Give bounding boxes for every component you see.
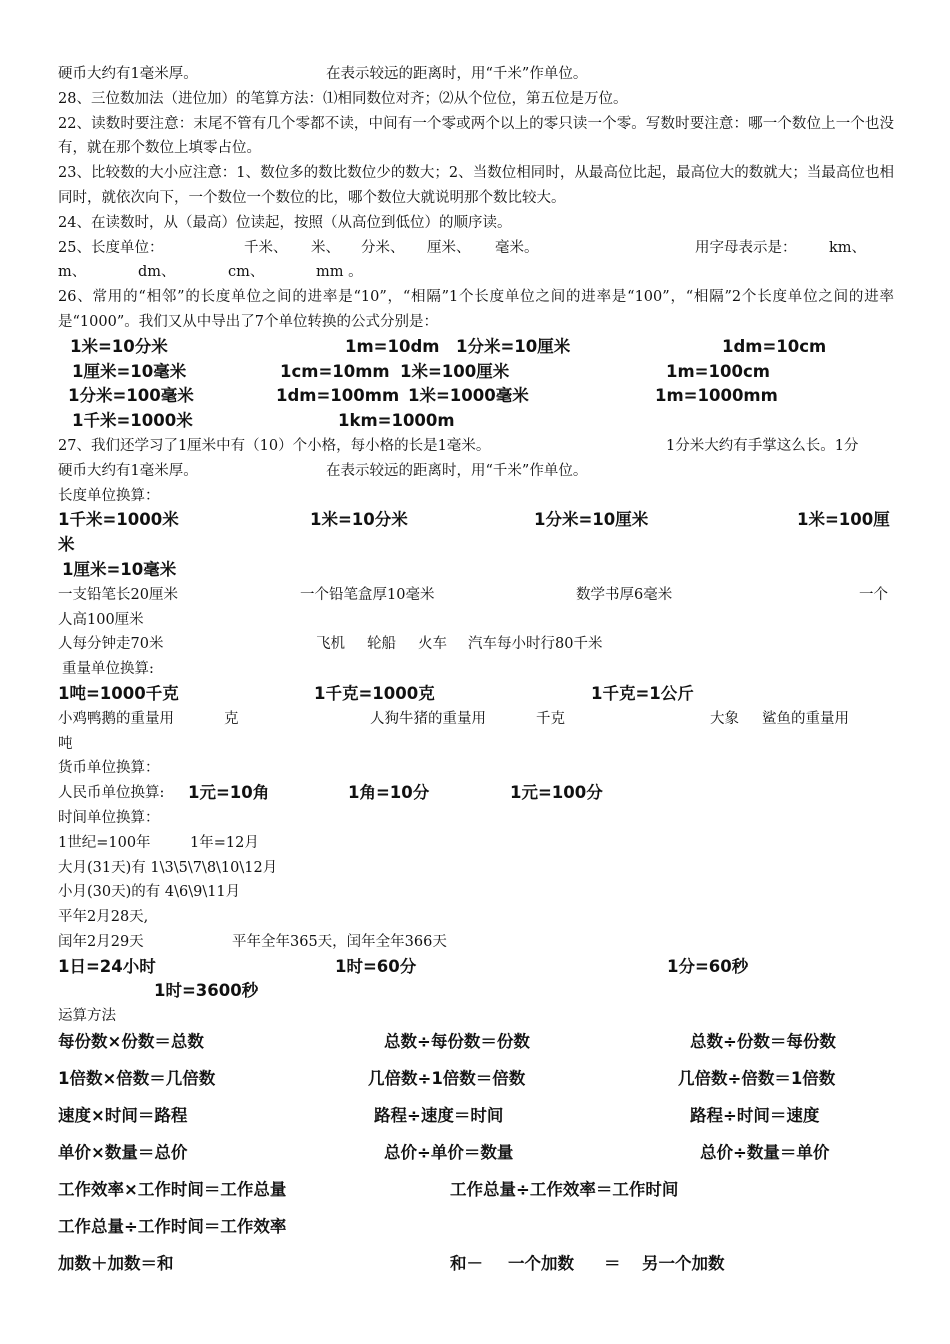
text-span: 平年2月28天, [58, 909, 149, 926]
text-span: 数学书厚6毫米 [576, 586, 673, 603]
text-span: 在表示较远的距离时，用“千米”作单位。 [326, 66, 588, 82]
text-span: 轮船 [367, 636, 396, 653]
formula: 总价÷单价＝数量 [384, 1143, 514, 1163]
formula: 1km=1000m [338, 411, 455, 431]
text-span: 厘米、 [427, 239, 471, 256]
formula-line [58, 1171, 894, 1208]
section-heading [58, 806, 894, 831]
text-span: cm、 [228, 264, 265, 281]
text-span: 人高100厘米 [58, 611, 144, 628]
paragraph: 22、读数时要注意：末尾不管有几个零都不读，中间有一个零或两个以上的零只读一个零。写数时要注意：哪一个数位上一个也没有，就在那个数位上填零占位。 [58, 115, 894, 157]
formula: 每份数×份数＝总数 [58, 1032, 204, 1052]
section-heading [58, 484, 894, 509]
formula: 米 [58, 535, 75, 555]
text-span: 1世纪=100年 [58, 834, 151, 851]
text-span: 毫米。 [495, 239, 539, 256]
paragraph: 26、常用的“相邻”的长度单位之间的进率是“10”，“相隔”1个长度单位之间的进率是“100”，“相隔”2个长度单位之间的进率是“1000”。我们又从中导出了7个单位转换的公式分别是： [58, 289, 894, 330]
formula: 1角=10分 [348, 783, 430, 803]
formula: 单价×数量＝总价 [58, 1143, 188, 1163]
formula: 路程÷速度＝时间 [374, 1106, 504, 1126]
text-span: 在表示较远的距离时，用“千米”作单位。 [326, 462, 588, 479]
formula-line [58, 384, 894, 409]
formula: 1千米=1000米 [72, 411, 193, 431]
text-span: 硬币大约有1毫米厚。 [58, 462, 198, 479]
text-span: 小鸡鸭鹅的重量用 [58, 710, 174, 727]
text-line [58, 632, 894, 657]
formula: 工作总量÷工作时间＝工作效率 [58, 1217, 287, 1237]
text-span: 25、长度单位： [58, 239, 164, 256]
text-span: 24、在读数时，从（最高）位读起，按照（从高位到低位）的顺序读。 [58, 214, 512, 231]
formula-line [58, 409, 894, 434]
text-span: 米、 [311, 239, 340, 256]
formula: 1米=10分米 [70, 336, 168, 356]
formula-line [58, 1208, 894, 1245]
formula: 几倍数÷倍数＝1倍数 [678, 1069, 836, 1089]
text-line [58, 905, 894, 930]
text-span: 分米、 [361, 239, 405, 256]
document-page [58, 62, 894, 1282]
formula: 1dm=100mm [276, 386, 400, 406]
formula-line [58, 533, 894, 558]
formula: 1千米=1000米 [58, 510, 179, 530]
formula: 1米=100厘 [797, 510, 890, 530]
text-line [58, 211, 894, 236]
paragraph: 23、比较数的大小应注意：1、数位多的数比数位少的数大；2、当数位相同时，从最高位比起，最高位大的数就大；当最高位也相同时，就依次向下，一个数位一个数位的比，哪个数位大就说明那个数比较大。 [58, 165, 894, 206]
text-span: 一个 [859, 586, 888, 603]
text-line [58, 831, 894, 856]
text-span: 28、三位数加法（进位加）的笔算方法：⑴相同数位对齐；⑵从个位位，第五位是万位。 [58, 90, 628, 107]
formula: 一个加数 [508, 1254, 574, 1274]
text-span: 吨 [58, 735, 73, 752]
formula-line [58, 1245, 894, 1282]
text-span: 飞机 [316, 636, 345, 653]
text-span: 一个铅笔盒厚10毫米 [300, 586, 435, 603]
formula: 1吨=1000千克 [58, 683, 179, 703]
text-line [58, 583, 894, 608]
formula: 速度×时间＝路程 [58, 1106, 188, 1126]
text-line [58, 434, 894, 459]
formula-line [58, 955, 894, 980]
text-span: 汽车每小时行80千米 [468, 636, 603, 653]
formula-line [58, 1023, 894, 1060]
section-heading [58, 756, 894, 781]
text-line [58, 459, 894, 484]
formula-line [58, 781, 894, 806]
formula: 总数÷每份数＝份数 [384, 1032, 530, 1052]
formula: 1cm=10mm [280, 361, 390, 381]
formula: 和－ [450, 1254, 483, 1274]
formula-line [58, 979, 894, 1004]
formula: 1分=60秒 [667, 956, 749, 976]
formula-line [58, 682, 894, 707]
formula: 1米=100厘米 [400, 361, 510, 381]
text-span: km、 [829, 239, 867, 256]
formula: 1厘米=10毫米 [62, 559, 177, 579]
formula: 路程÷时间＝速度 [690, 1106, 820, 1126]
formula-line [58, 1060, 894, 1097]
text-span: 1分米大约有手掌这么长。1分 [666, 437, 859, 454]
text-span: 平年全年365天，闰年全年366天 [232, 933, 447, 950]
formula: 工作效率×工作时间＝工作总量 [58, 1180, 287, 1200]
text-span: 硬币大约有1毫米厚。 [58, 66, 198, 82]
text-span: 鲨鱼的重量用 [762, 710, 849, 727]
formula: 1时=3600秒 [154, 981, 259, 1001]
text-span: 运算方法 [58, 1008, 116, 1025]
text-span: 长度单位换算： [58, 487, 160, 504]
formula: ＝ [604, 1254, 621, 1274]
text-span: 大象 [710, 710, 739, 727]
text-span: 大月(31天)有 1\3\5\7\8\10\12月 [58, 859, 278, 876]
formula: 1厘米=10毫米 [72, 361, 187, 381]
formula: 1分米=10厘米 [534, 510, 649, 530]
formula: 1m=10dm [345, 336, 440, 356]
formula-line [58, 508, 894, 533]
formula-line [58, 558, 894, 583]
text-span: 火车 [418, 636, 447, 653]
text-span: 克 [224, 710, 239, 727]
formula: 1倍数×倍数＝几倍数 [58, 1069, 216, 1089]
text-line [58, 707, 894, 732]
text-line [58, 930, 894, 955]
formula: 1元=100分 [510, 783, 603, 803]
formula: 1米=1000毫米 [408, 386, 529, 406]
text-line [58, 62, 894, 87]
text-span: 货币单位换算： [58, 760, 160, 777]
formula: 几倍数÷1倍数＝倍数 [368, 1069, 526, 1089]
formula-line [58, 1097, 894, 1134]
formula-line [58, 1134, 894, 1171]
formula: 1日=24小时 [58, 956, 156, 976]
formula: 1元=10角 [188, 783, 270, 803]
formula: 工作总量÷工作效率＝工作时间 [450, 1180, 679, 1200]
text-span: 人狗牛猪的重量用 [370, 710, 486, 727]
text-span: 重量单位换算: [62, 661, 154, 678]
formula: 1千克=1公斤 [591, 683, 694, 703]
text-span: 人每分钟走70米 [58, 636, 164, 653]
section-heading [58, 657, 894, 682]
formula-line [58, 335, 894, 360]
text-span: 用字母表示是： [695, 239, 797, 256]
text-span: dm、 [138, 264, 176, 281]
text-line [58, 260, 894, 285]
formula: 另一个加数 [642, 1254, 725, 1274]
formula: 1m=1000mm [655, 386, 778, 406]
text-line [58, 608, 894, 633]
text-line [58, 87, 894, 112]
text-span: 千克 [536, 710, 565, 727]
text-span: 时间单位换算： [58, 809, 160, 826]
formula: 加数＋加数＝和 [58, 1254, 174, 1274]
text-line [58, 856, 894, 881]
formula: 1分米=100毫米 [68, 386, 194, 406]
formula: 1千克=1000克 [314, 683, 435, 703]
text-span: 27、我们还学习了1厘米中有（10）个小格，每小格的长是1毫米。 [58, 437, 491, 454]
formula: 总数÷份数＝每份数 [690, 1032, 836, 1052]
text-span: 千米、 [244, 239, 288, 256]
text-span: 小月(30天)的有 4\6\9\11月 [58, 884, 241, 901]
text-line [58, 880, 894, 905]
formula: 1dm=10cm [722, 336, 827, 356]
text-span: m、 [58, 264, 87, 281]
formula: 总价÷数量＝单价 [700, 1143, 830, 1163]
formula: 1时=60分 [335, 956, 417, 976]
text-span: 一支铅笔长20厘米 [58, 586, 178, 603]
text-line [58, 236, 894, 261]
text-line [58, 732, 894, 757]
text-span: 人民币单位换算: [58, 785, 165, 802]
text-span: 1年=12月 [190, 834, 259, 851]
formula: 1m=100cm [666, 361, 770, 381]
formula-line [58, 360, 894, 385]
formula: 1分米=10厘米 [456, 336, 571, 356]
text-span: 闰年2月29天 [58, 933, 144, 950]
formula: 1米=10分米 [310, 510, 408, 530]
text-span: mm 。 [316, 264, 363, 281]
